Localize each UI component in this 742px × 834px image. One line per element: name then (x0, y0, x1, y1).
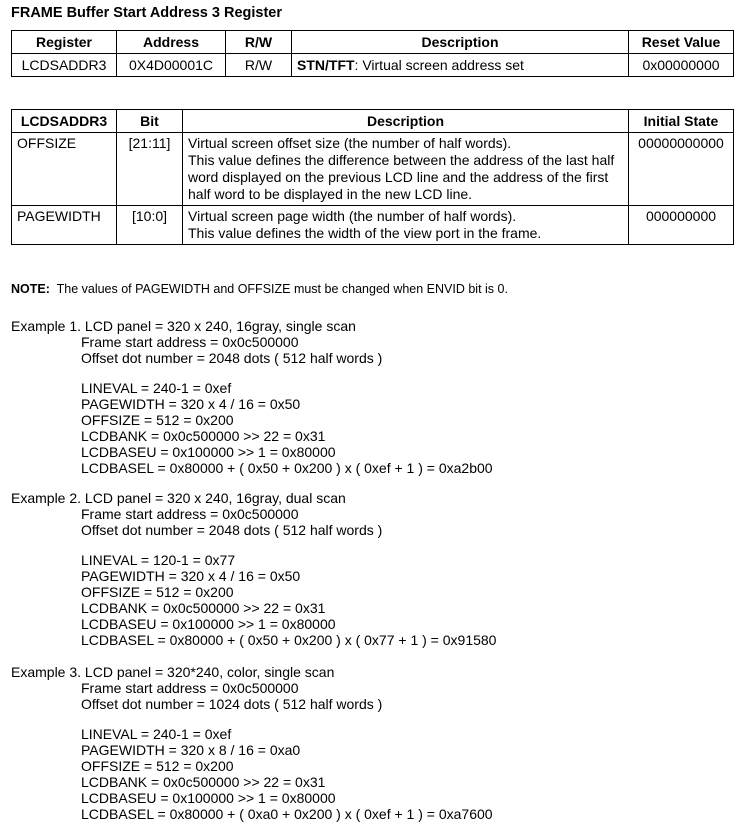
description-line: This value defines the width of the view port in the frame. (188, 225, 542, 241)
example-2 (11, 490, 496, 648)
col-header-address: Address (117, 31, 226, 54)
example-calc-line: LINEVAL = 240-1 = 0xef (81, 726, 232, 742)
field-initial-state: 00000000000 (629, 133, 734, 206)
note (11, 282, 508, 296)
description-line: word displayed on the previous LCD line and the address of the first (188, 169, 609, 185)
register-description-text: : Virtual screen address set (354, 57, 524, 73)
col-header-description: Description (292, 31, 629, 54)
col-header-field: LCDSADDR3 (12, 110, 117, 133)
note-text: The values of PAGEWIDTH and OFFSIZE must be changed when ENVID bit is 0. (49, 282, 508, 296)
example-calc-line: LCDBASEL = 0x80000 + ( 0x50 + 0x200 ) x ( 0x77 + 1 ) = 0x91580 (81, 632, 497, 648)
table-row (12, 54, 734, 77)
example-calc-line: LCDBASEU = 0x100000 >> 1 = 0x80000 (81, 616, 336, 632)
col-header-rw: R/W (226, 31, 292, 54)
example-calc-line: LCDBASEU = 0x100000 >> 1 = 0x80000 (81, 444, 336, 460)
register-description (292, 54, 629, 77)
example-calc-line: PAGEWIDTH = 320 x 4 / 16 = 0x50 (81, 396, 301, 412)
table-row (12, 206, 734, 245)
col-header-bit-description: Description (183, 110, 629, 133)
example-setup-line: Frame start address = 0x0c500000 (81, 506, 299, 522)
field-name: OFFSIZE (12, 133, 117, 206)
description-line: Virtual screen page width (the number of half words). (188, 208, 517, 224)
example-heading: Example 3. LCD panel = 320*240, color, single scan (11, 664, 335, 680)
note-label: NOTE: (11, 282, 50, 296)
field-initial-state: 000000000 (629, 206, 734, 245)
table-row (12, 133, 734, 206)
register-rw: R/W (226, 54, 292, 77)
example-calc-line: OFFSIZE = 512 = 0x200 (81, 412, 234, 428)
register-address: 0X4D00001C (117, 54, 226, 77)
example-setup-line: Offset dot number = 1024 dots ( 512 half words ) (81, 696, 383, 712)
example-calc-line: LCDBANK = 0x0c500000 >> 22 = 0x31 (81, 774, 326, 790)
example-setup-line: Frame start address = 0x0c500000 (81, 680, 299, 696)
register-table-header (12, 31, 734, 54)
example-setup-line: Offset dot number = 2048 dots ( 512 half words ) (81, 350, 383, 366)
example-calc-line: LCDBASEU = 0x100000 >> 1 = 0x80000 (81, 790, 336, 806)
field-bit: [21:11] (117, 133, 183, 206)
example-calc-line: LINEVAL = 120-1 = 0x77 (81, 552, 236, 568)
register-name: LCDSADDR3 (12, 54, 117, 77)
field-description (183, 206, 629, 245)
example-calc-line: LCDBANK = 0x0c500000 >> 22 = 0x31 (81, 428, 326, 444)
field-name: PAGEWIDTH (12, 206, 117, 245)
example-calc-line: LINEVAL = 240-1 = 0xef (81, 380, 232, 396)
example-calc-line: LCDBANK = 0x0c500000 >> 22 = 0x31 (81, 600, 326, 616)
example-setup-line: Frame start address = 0x0c500000 (81, 334, 299, 350)
col-header-register: Register (12, 31, 117, 54)
example-calc-line: LCDBASEL = 0x80000 + ( 0xa0 + 0x200 ) x ( 0xef + 1 ) = 0xa7600 (81, 806, 493, 822)
col-header-reset-value: Reset Value (629, 31, 734, 54)
register-table (11, 30, 734, 77)
example-heading: Example 1. LCD panel = 320 x 240, 16gray, single scan (11, 318, 356, 334)
description-line: This value defines the difference between the address of the last half (188, 152, 615, 168)
col-header-bit: Bit (117, 110, 183, 133)
description-line: Virtual screen offset size (the number of half words). (188, 135, 512, 151)
example-heading: Example 2. LCD panel = 320 x 240, 16gray, dual scan (11, 490, 346, 506)
register-reset-value: 0x00000000 (629, 54, 734, 77)
example-calc-line: PAGEWIDTH = 320 x 8 / 16 = 0xa0 (81, 742, 301, 758)
example-setup-line: Offset dot number = 2048 dots ( 512 half words ) (81, 522, 383, 538)
example-3 (11, 664, 493, 822)
col-header-initial-state: Initial State (629, 110, 734, 133)
section-title: FRAME Buffer Start Address 3 Register (11, 5, 282, 21)
example-calc-line: OFFSIZE = 512 = 0x200 (81, 758, 234, 774)
example-calc-line: OFFSIZE = 512 = 0x200 (81, 584, 234, 600)
description-line: half word to be displayed in the new LCD line. (188, 186, 473, 202)
example-1 (11, 318, 493, 476)
example-calc-line: PAGEWIDTH = 320 x 4 / 16 = 0x50 (81, 568, 301, 584)
bit-field-table (11, 109, 734, 245)
field-description (183, 133, 629, 206)
field-bit: [10:0] (117, 206, 183, 245)
register-description-mode: STN/TFT (297, 57, 355, 73)
example-calc-line: LCDBASEL = 0x80000 + ( 0x50 + 0x200 ) x ( 0xef + 1 ) = 0xa2b00 (81, 460, 493, 476)
bit-table-header (12, 110, 734, 133)
